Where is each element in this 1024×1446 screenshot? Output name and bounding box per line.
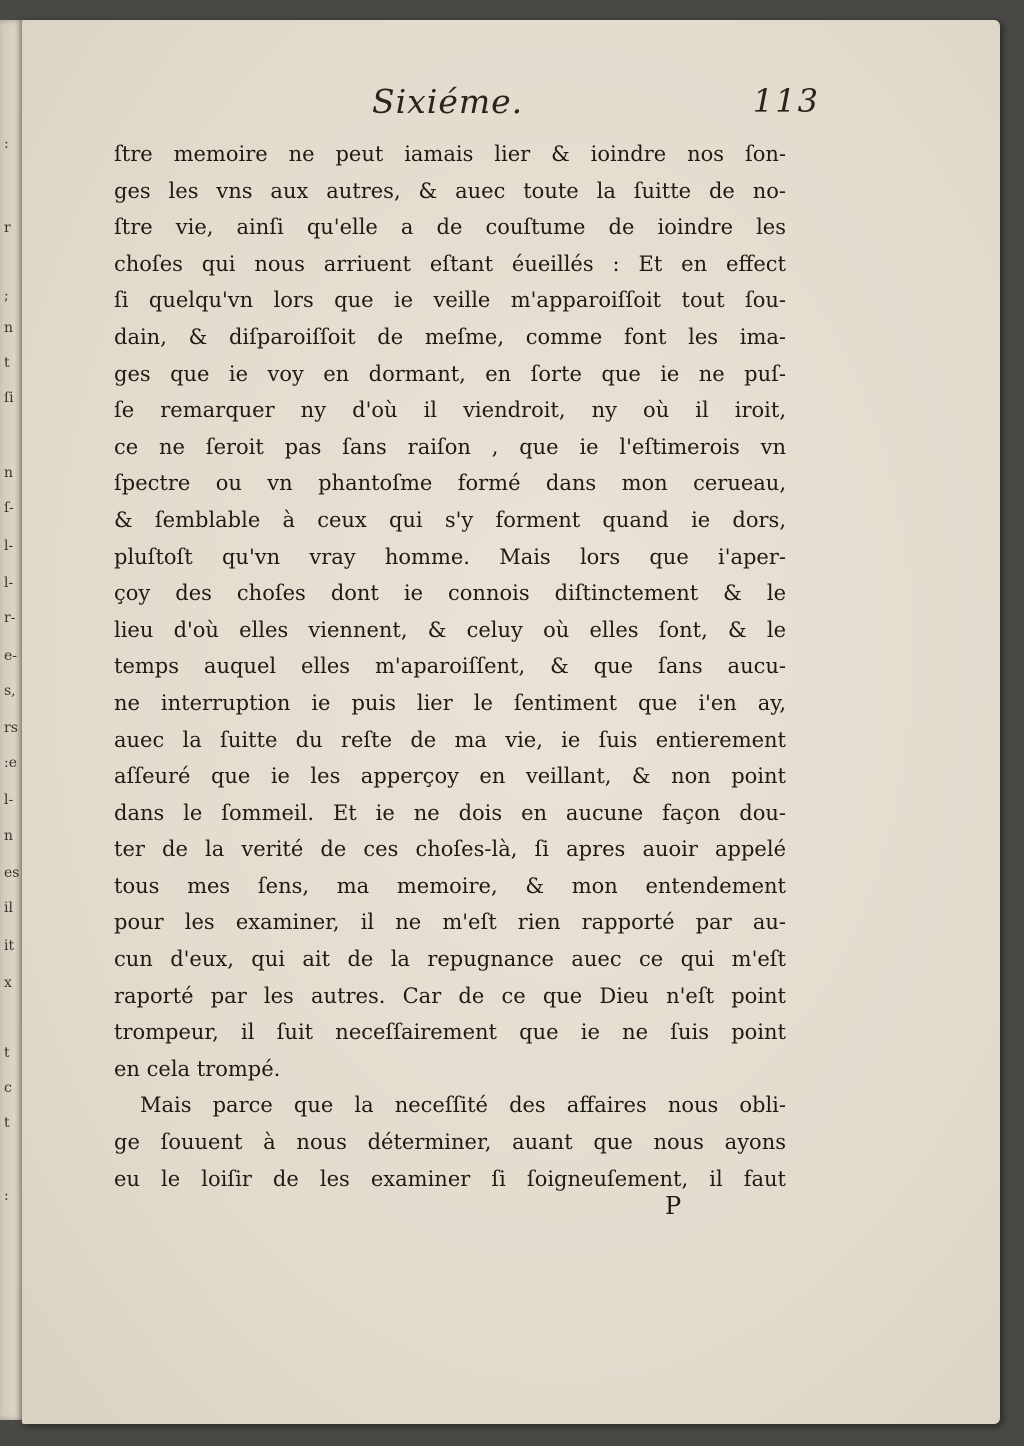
facing-page-glyph: rs (4, 720, 18, 736)
facing-page-edge (0, 20, 24, 1420)
text-line: ſtre vie, ainſi qu'elle a de couſtume de ioindre les (114, 215, 786, 240)
text-line: ge ſouuent à nous déterminer, auant que nous ayons (114, 1130, 786, 1155)
text-line: ce ne ſeroit pas ſans raiſon , que ie l'eſtimerois vn (114, 434, 786, 459)
text-line: ges que ie voy en dormant, en ſorte que ie ne puſ- (114, 361, 786, 386)
facing-page-glyph: r- (4, 610, 16, 626)
facing-page-glyph: il (4, 900, 13, 916)
facing-page-glyph: s, (4, 683, 16, 699)
facing-page-glyph: t (4, 1045, 10, 1061)
text-line: ſpectre ou vn phantoſme formé dans mon cerueau, (114, 471, 786, 496)
facing-page-glyph: : (4, 136, 9, 152)
text-line: ſe remarquer ny d'où il viendroit, ny où il iroit, (114, 398, 786, 423)
facing-page-glyph: x (4, 975, 12, 991)
text-line: raporté par les autres. Car de ce que Dieu n'eſt point (114, 983, 786, 1008)
facing-page-glyph: n (4, 828, 14, 844)
facing-page-glyph: c (4, 1080, 12, 1096)
facing-page-glyph: n (4, 320, 14, 336)
facing-page-glyph: l- (4, 538, 14, 554)
text-line: pour les examiner, il ne m'eſt rien rapporté par au- (114, 910, 786, 935)
facing-page-glyph: e- (4, 648, 18, 664)
text-line: eu le loiſir de les examiner ſi ſoigneuſement, il faut (114, 1166, 786, 1191)
facing-page-glyph: ſi (4, 390, 14, 406)
facing-page-glyph: n (4, 465, 14, 481)
text-line: aſſeuré que ie les apperçoy en veillant, & non point (114, 764, 786, 789)
text-line: ges les vns aux autres, & auec toute la ſuitte de no- (114, 178, 786, 203)
facing-page-glyph: : (4, 1188, 9, 1204)
text-line: temps auquel elles m'aparoiſſent, & que ſans aucu- (114, 654, 786, 679)
text-line: çoy des choſes dont ie connois diſtinctement & le (114, 581, 786, 606)
text-line: dans le ſommeil. Et ie ne dois en aucune façon dou- (114, 800, 786, 825)
facing-page-glyph: t (4, 355, 10, 371)
text-line: & ſemblable à ceux qui s'y forment quand ie dors, (114, 507, 786, 532)
text-line: ſi quelqu'vn lors que ie veille m'apparoiſſoit tout ſou- (114, 288, 786, 313)
facing-page-glyph: it (4, 938, 15, 954)
facing-page-glyph: l- (4, 575, 14, 591)
signature-mark: P (665, 1192, 682, 1220)
facing-page-glyph: ; (4, 288, 9, 304)
facing-page-glyph: ſ- (4, 500, 14, 516)
running-head: Sixiéme. (372, 82, 524, 121)
facing-page-glyph: l- (4, 792, 14, 808)
paragraph-start-line: Mais parce que la neceſſité des affaires nous obli- (140, 1093, 786, 1118)
facing-page-glyph: es (4, 865, 20, 881)
page-number: 113 (752, 82, 820, 120)
text-line: pluſtoſt qu'vn vray homme. Mais lors que i'aper- (114, 544, 786, 569)
book-page (22, 20, 1000, 1424)
text-line: cun d'eux, qui ait de la repugnance auec ce qui m'eſt (114, 947, 786, 972)
text-line: trompeur, il ſuit neceſſairement que ie ne ſuis point (114, 1020, 786, 1045)
text-line: ne interruption ie puis lier le ſentiment que i'en ay, (114, 690, 786, 715)
facing-page-glyph: t (4, 1115, 10, 1131)
text-line: auec la ſuitte du reſte de ma vie, ie ſuis entierement (114, 727, 786, 752)
text-line: en cela trompé. (114, 1056, 281, 1081)
text-line: lieu d'où elles viennent, & celuy où elles ſont, & le (114, 617, 786, 642)
body-text (114, 136, 786, 1197)
text-line: ter de la verité de ces choſes-là, ſi apres auoir appelé (114, 837, 786, 862)
facing-page-glyph: r (4, 220, 11, 236)
text-line: dain, & diſparoiſſoit de meſme, comme font les ima- (114, 324, 786, 349)
text-line: choſes qui nous arriuent eſtant éueillés : Et en effect (114, 251, 786, 276)
text-line: ſtre memoire ne peut iamais lier & ioindre nos ſon- (114, 142, 786, 166)
facing-page-glyph: :e (4, 755, 18, 771)
text-line: tous mes ſens, ma memoire, & mon entendement (114, 873, 786, 898)
